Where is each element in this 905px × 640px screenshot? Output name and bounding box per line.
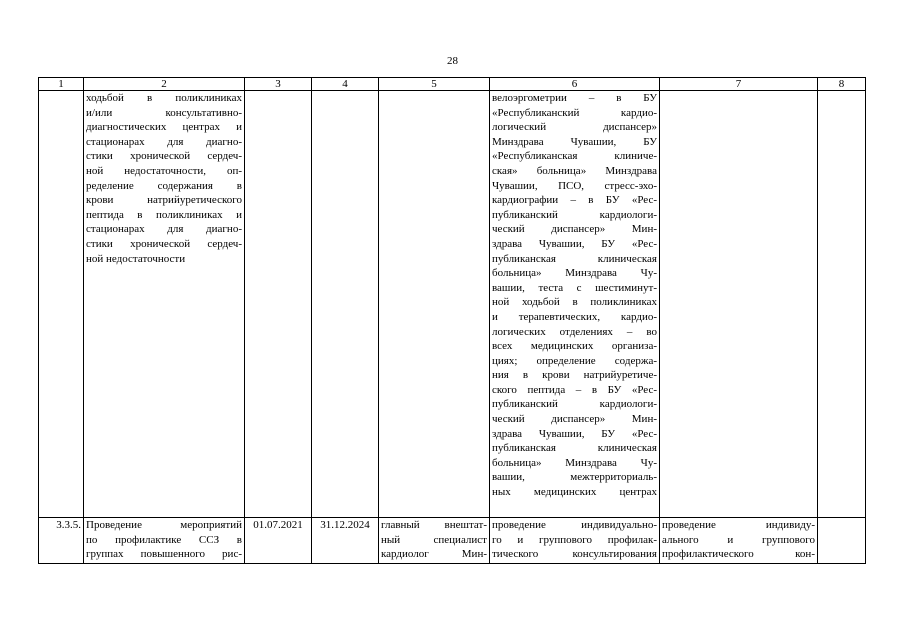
text-line: публиканская клиническая — [492, 442, 657, 455]
column-number-row — [39, 78, 866, 91]
text-line: кардиолог Мин- — [381, 548, 487, 561]
cell-result — [660, 518, 818, 564]
cell-end-date — [312, 91, 379, 518]
table-row-continuation — [39, 91, 866, 518]
column-header: 3 — [245, 78, 312, 91]
cell-start-date: 01.07.2021 — [245, 518, 312, 564]
cell-note — [818, 91, 866, 518]
text-line: ния в крови натрийуретиче- — [492, 369, 657, 382]
text-line: Минздрава Чувашии, БУ — [492, 135, 657, 148]
text-line: здрава Чувашии, БУ «Рес- — [492, 237, 657, 250]
text-line: публиканский кардиологи- — [492, 208, 657, 221]
cell-activity-text — [84, 91, 245, 518]
text-line: главный внештат- — [381, 519, 487, 531]
cell-note — [818, 518, 866, 564]
text-line: ной недостаточности — [86, 252, 186, 265]
text-line: логических отделениях – во — [492, 325, 657, 338]
text-line: больница» Минздрава Чу- — [492, 267, 657, 280]
text-line: ческий диспансер» Мин- — [492, 413, 657, 426]
text-line: логический диспансер» — [492, 121, 657, 134]
text-line: и/или консультативно- — [86, 106, 242, 119]
text-line: крови натрийуретического — [86, 194, 242, 207]
text-line: ального и группового — [662, 533, 815, 546]
text-line: проведение индивиду- — [662, 519, 815, 531]
cell-number: 3.3.5. — [39, 518, 84, 564]
text-line: здрава Чувашии, БУ «Рес- — [492, 427, 657, 440]
text-line: ческий диспансер» Мин- — [492, 223, 657, 236]
text-line: вашии, теста с шестиминут- — [492, 281, 657, 294]
text-line: велоэргометрии – в БУ — [492, 92, 657, 104]
table-row-3-3-5 — [39, 518, 866, 564]
column-header: 7 — [660, 78, 818, 91]
text-line: «Республиканская клиниче- — [492, 150, 657, 163]
text-line: ной недостаточности, оп- — [86, 164, 242, 177]
text-line: кардиографии – в БУ «Рес- — [492, 194, 657, 207]
column-header: 1 — [39, 78, 84, 91]
text-line: го и группового профилак- — [492, 533, 657, 546]
page-number: 28 — [447, 55, 458, 67]
text-line: ского пептида – в БУ «Рес- — [492, 383, 657, 396]
text-line: пептида в поликлиниках и — [86, 208, 242, 221]
text-line: и терапевтических, кардио- — [492, 310, 657, 323]
text-line: группах повышенного рис- — [86, 548, 242, 561]
text-line: ной ходьбой в поликлиниках — [492, 296, 657, 309]
text-line: профилактического кон- — [662, 548, 815, 561]
cell-responsible — [379, 518, 490, 564]
cell-description — [490, 91, 660, 518]
column-header: 6 — [490, 78, 660, 91]
cell-end-date: 31.12.2024 — [312, 518, 379, 564]
text-line: стационарах для диагно- — [86, 135, 242, 148]
text-line: публиканская клиническая — [492, 252, 657, 265]
column-header: 2 — [84, 78, 245, 91]
cell-result — [660, 91, 818, 518]
text-line: всех медицинских организа- — [492, 340, 657, 353]
text-line: циях; определение содержа- — [492, 354, 657, 367]
text-line: стики хронической сердеч- — [86, 237, 242, 250]
text-line: вашии, межтерриториаль- — [492, 471, 657, 484]
text-line: стики хронической сердеч- — [86, 150, 242, 163]
column-header: 5 — [379, 78, 490, 91]
text-line: диагностических центрах и — [86, 121, 242, 134]
text-line: Чувашии, ПСО, стресс-эхо- — [492, 179, 657, 192]
cell-activity-text — [84, 518, 245, 564]
text-line: ределение содержания в — [86, 179, 242, 192]
text-line: ный специалист — [381, 533, 487, 546]
text-line: тического консультирования — [492, 548, 657, 561]
cell-responsible — [379, 91, 490, 518]
cell-number — [39, 91, 84, 518]
text-line: ходьбой в поликлиниках — [86, 92, 242, 104]
cell-description — [490, 518, 660, 564]
cell-start-date — [245, 91, 312, 518]
text-line: больница» Минздрава Чу- — [492, 456, 657, 469]
text-line: «Республиканский кардио- — [492, 106, 657, 119]
text-line: ных медицинских центрах — [492, 486, 657, 499]
text-line: публиканский кардиологи- — [492, 398, 657, 411]
plan-table — [38, 77, 866, 564]
column-header: 4 — [312, 78, 379, 91]
text-line: по профилактике ССЗ в — [86, 533, 242, 546]
text-line: проведение индивидуально- — [492, 519, 657, 531]
text-line: Проведение мероприятий — [86, 519, 242, 531]
text-line: стационарах для диагно- — [86, 223, 242, 236]
text-line: ская» больница» Минздрава — [492, 164, 657, 177]
column-header: 8 — [818, 78, 866, 91]
